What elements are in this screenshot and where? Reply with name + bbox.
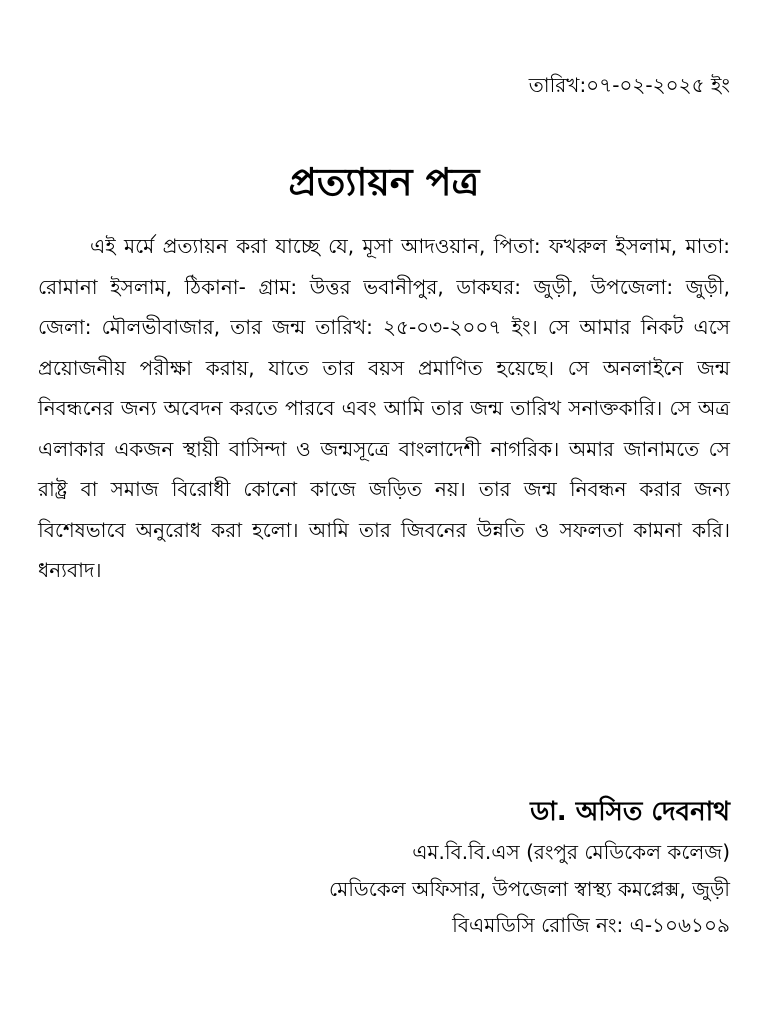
signature-block (329, 790, 730, 944)
certificate-body: এই মর্মে প্রত্যায়ন করা যাচ্ছে যে, মূসা আদওয়ান, পিতা: ফখরুল ইসলাম, মাতা: রোমানা ইসলাম, ঠিকানা- গ্রাম: উত্তর ভবানীপুর, ডাকঘর: জুড়ী, উপজেলা: জুড়ী, জেলা: মৌলভীবাজার, তার জন্ম তারিখ: ২৫-০৩-২০০৭ ইং। সে আমার নিকট এসে প্রয়োজনীয় পরীক্ষা করায়, যাতে তার বয়স প্রমাণিত হয়েছে। সে অনলাইনে জন্ম নিবন্ধনের জন্য অবেদন করতে পারবে এবং আমি তার জন্ম তারিখ সনাক্তকারি। সে অত্র এলাকার একজন স্থায়ী বাসিন্দা ও জন্মসূত্রে বাংলাদেশী নাগরিক। অমার জানামতে সে রাষ্ট্র বা সমাজ বিরোধী কোনো কাজে জড়িত নয়। তার জন্ম নিবন্ধন করার জন্য বিশেষভাবে অনুরোধ করা হলো। আমি তার জিবনের উন্নতি ও সফলতা কামনা করি। ধন্যবাদ। (38, 234, 730, 582)
signatory-position: মেডিকেল অফিসার, উপজেলা স্বাস্থ্য কমপ্লেক্স, জুড়ী (329, 876, 730, 901)
signatory-name: ডা. অসিত দেবনাথ (530, 797, 730, 827)
signatory-degree: এম.বি.বি.এস (রংপুর মেডিকেল কলেজ) (412, 840, 730, 864)
document-title: প্রত্যায়ন পত্র (288, 160, 480, 204)
document-date: তারিখ:০৭-০২-২০২৫ ইং (528, 73, 730, 97)
signatory-registration: বিএমডিসি রোজি নং: এ-১০৬১০৯ (452, 913, 730, 937)
